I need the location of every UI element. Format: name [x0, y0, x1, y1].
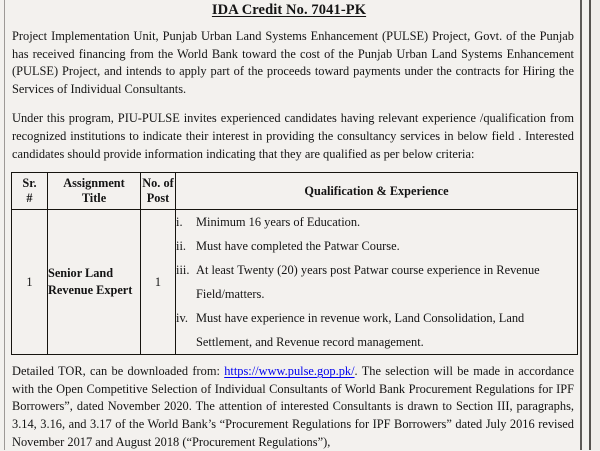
- program-paragraph: Under this program, PIU-PULSE invites experienced candidates having relevant experience /qualification from recognized institutions to indicate their interest in providing the consultancy services in below field . Interested candidates should provide information indicating that they are qualified as per below criteria:: [12, 111, 574, 161]
- footer-text-before-link: Detailed TOR, can be downloaded from:: [12, 364, 225, 379]
- column-header-no-of-post: [141, 173, 176, 210]
- cell-no-of-post: 1: [141, 210, 176, 355]
- column-header-sr-line2: #: [26, 191, 33, 206]
- cell-assignment-title: Senior Land Revenue Expert: [48, 210, 141, 355]
- tor-download-link[interactable]: https://www.pulse.gop.pk/: [224, 364, 355, 379]
- column-header-title-line2: Title: [81, 191, 107, 206]
- list-item-text: Must have completed the Patwar Course.: [196, 239, 400, 254]
- list-item: [176, 234, 577, 258]
- footer-paragraph: [0, 363, 600, 451]
- list-item-text: Must have experience in revenue work, Land Consolidation, Land Settlement, and Revenue record management.: [196, 311, 525, 350]
- table-row: [12, 210, 578, 355]
- list-item: [176, 210, 577, 234]
- requirements-table: [11, 172, 578, 355]
- column-header-sr-no: [12, 173, 48, 210]
- document-title: IDA Credit No. 7041-PK: [211, 2, 367, 18]
- column-header-assignment-title: [48, 173, 141, 210]
- column-header-post-line2: Post: [146, 191, 170, 206]
- list-item-marker: iii.: [176, 263, 190, 278]
- list-item: [176, 306, 577, 354]
- cell-sr-no: 1: [12, 210, 48, 355]
- column-header-post-line1: No. of: [142, 176, 174, 191]
- footer-text-after-link: . The selection will be made in accordance with the Open Competitive Selection of Individual Consultants of World Bank Procurement Regulations for IPF Borrowers”, dated November 2020. The attention of interested Consultants is drawn to Section III, paragraphs, 3.14, 3.16, and 3.17 of the World Bank’s “Procurement Regulations for IPF Borrowers” dated July 2016 revised November 2017 and August 2018 (“Procurement Regulations”),: [12, 364, 574, 449]
- list-item: [176, 258, 577, 306]
- qualification-list: [176, 210, 577, 354]
- column-header-sr-line1: Sr.: [22, 176, 37, 191]
- list-item-text: At least Twenty (20) years post Patwar course experience in Revenue Field/matters.: [196, 263, 540, 302]
- intro-paragraph: Project Implementation Unit, Punjab Urban Land Systems Enhancement (PULSE) Project, Govt. of the Punjab has received financing from the World Bank toward the cost of the Punjab Urban Land Systems Enhancement (PULSE) Project, and intends to apply part of the proceeds toward payments under the contracts for Hiring the Services of Individual Consultants.: [12, 29, 574, 96]
- list-item-text: Minimum 16 years of Education.: [196, 215, 361, 230]
- column-header-title-line1: Assignment: [63, 176, 125, 191]
- list-item-marker: iv.: [176, 311, 188, 326]
- list-item-marker: i.: [176, 215, 183, 230]
- requirements-table-wrapper: [11, 172, 578, 355]
- list-item-marker: ii.: [176, 239, 186, 254]
- cell-qualification-experience: [176, 210, 578, 355]
- table-header-row: [12, 173, 578, 210]
- column-header-qualification-experience: Qualification & Experience: [176, 173, 578, 210]
